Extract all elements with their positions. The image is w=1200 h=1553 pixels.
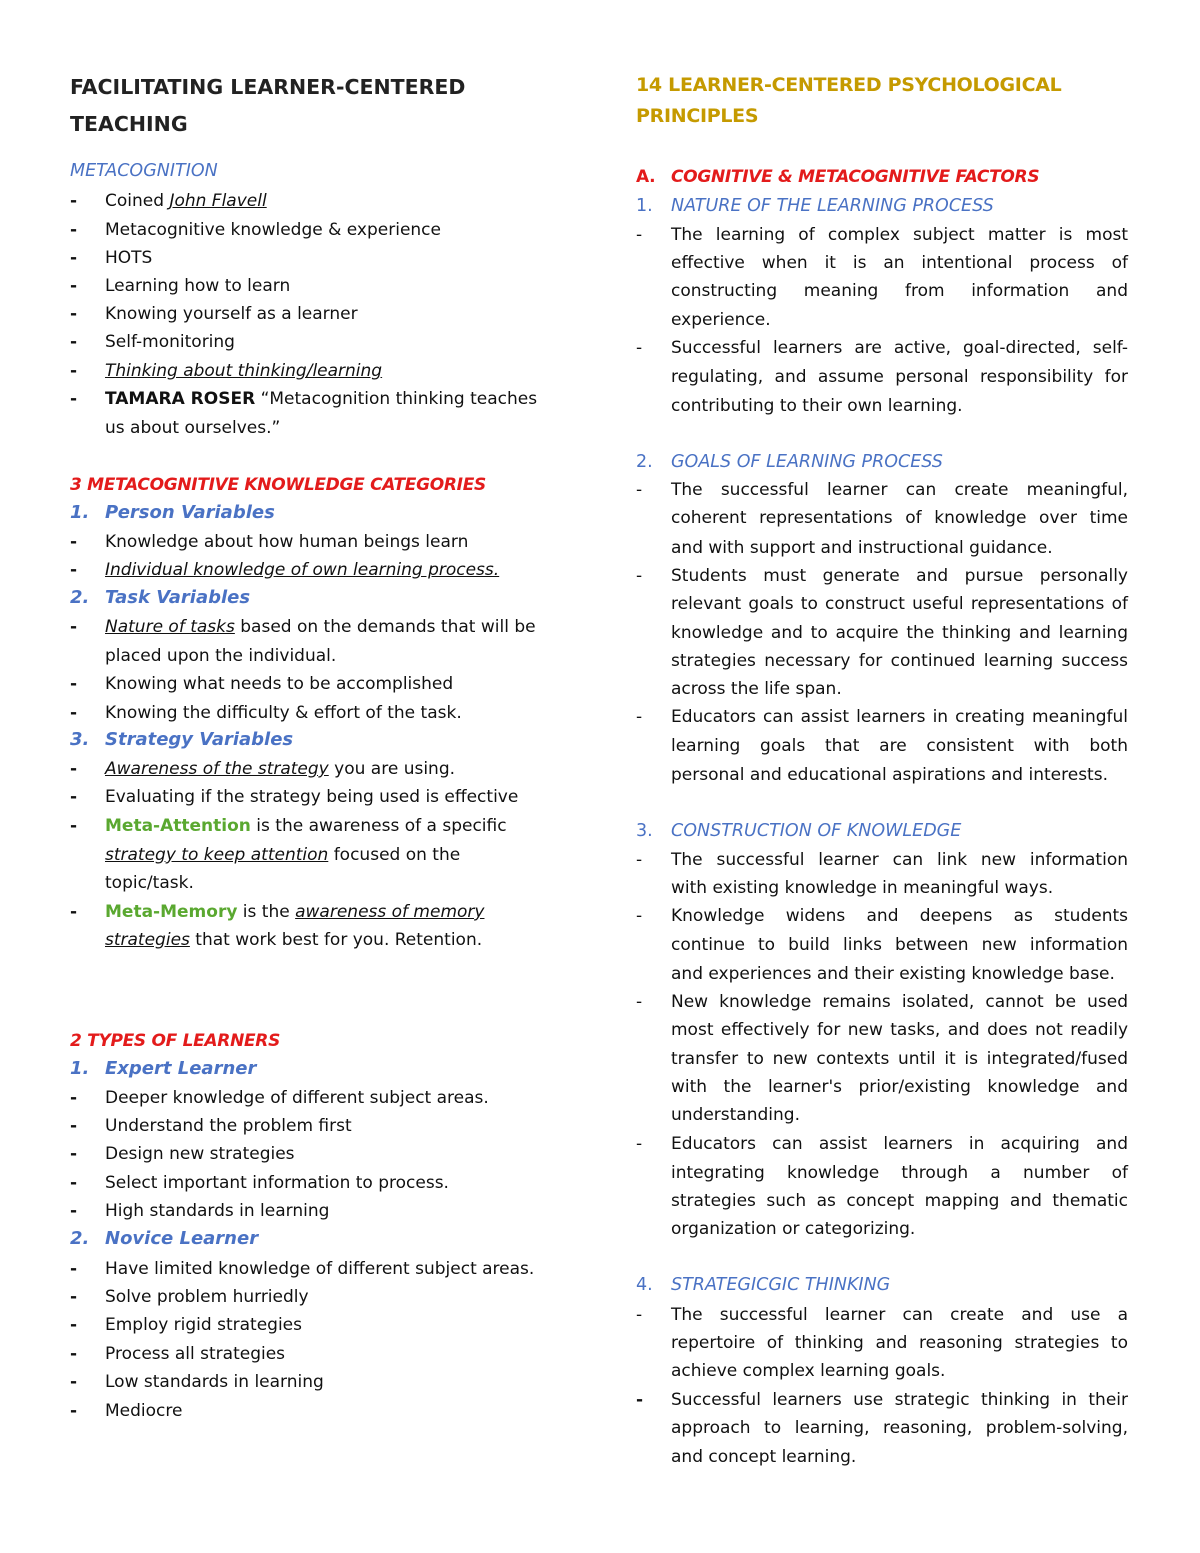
- principles-title-line-1: 14 LEARNER-CENTERED PSYCHOLOGICAL: [636, 74, 1062, 96]
- page-title-line-1: FACILITATING LEARNER-CENTERED: [70, 75, 466, 99]
- coined-name: John Flavell: [169, 191, 267, 211]
- principles-title-line-2: PRINCIPLES: [636, 105, 759, 127]
- metacognition-heading: METACOGNITION: [70, 161, 218, 181]
- categories-heading: 3 METACOGNITIVE KNOWLEDGE CATEGORIES: [70, 475, 486, 495]
- page-title-line-2: TEACHING: [70, 112, 188, 136]
- learners-heading: 2 TYPES OF LEARNERS: [70, 1031, 281, 1051]
